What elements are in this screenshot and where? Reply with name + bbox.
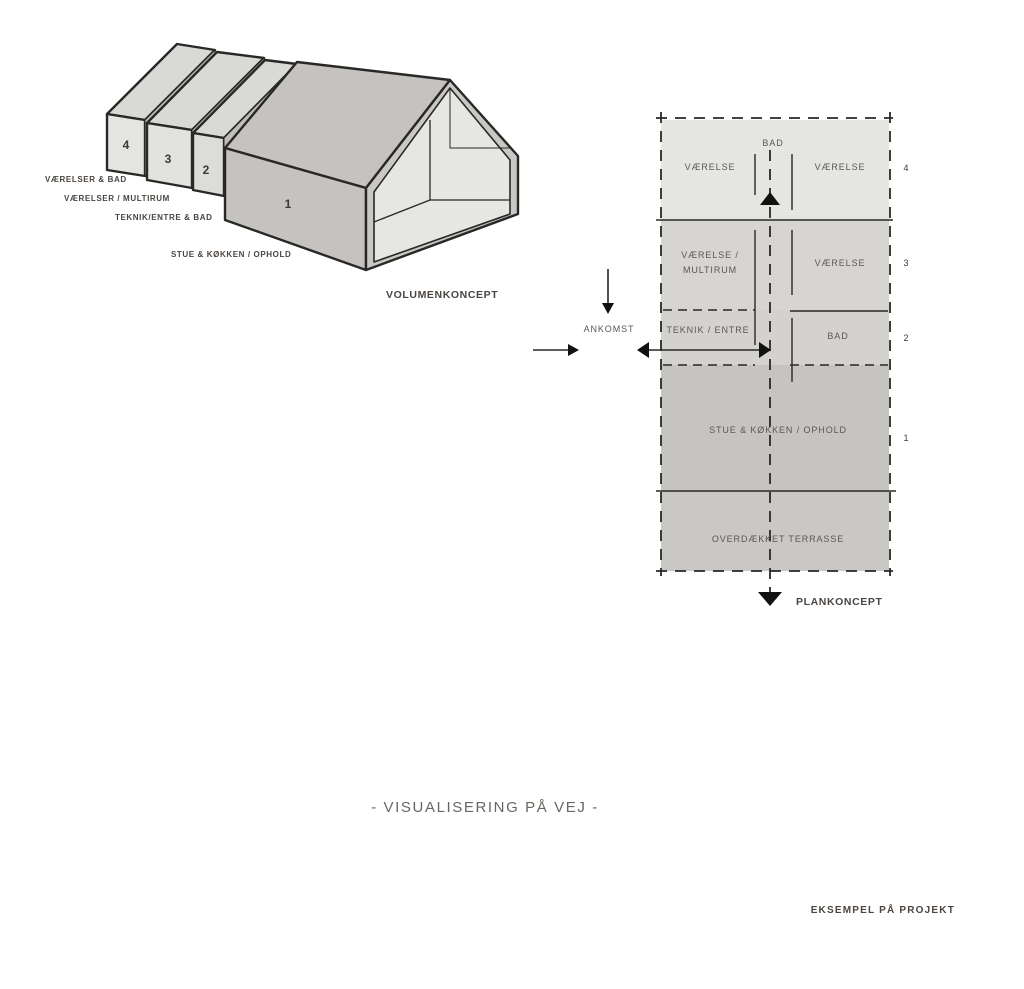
room-bad-top: BAD bbox=[762, 138, 784, 148]
module-3-number: 3 bbox=[164, 152, 172, 166]
zone-number-2: 2 bbox=[903, 333, 909, 343]
module-3-label: VÆRELSER / MULTIRUM bbox=[64, 194, 170, 203]
arrival-right-arrow-icon bbox=[568, 344, 579, 356]
volume-concept bbox=[107, 44, 518, 270]
room-bad-mid: BAD bbox=[827, 331, 849, 341]
arrival-label: ANKOMST bbox=[583, 324, 635, 334]
arrow-down-icon bbox=[758, 592, 782, 606]
module-2-label: TEKNIK/ENTRE & BAD bbox=[115, 213, 213, 222]
footer-label: EKSEMPEL PÅ PROJEKT bbox=[810, 905, 955, 916]
room-teknik: TEKNIK / ENTRE bbox=[666, 325, 750, 335]
module-1-label: STUE & KØKKEN / OPHOLD bbox=[171, 250, 292, 259]
module-4-label: VÆRELSER & BAD bbox=[45, 175, 127, 184]
module-1-number: 1 bbox=[284, 197, 292, 211]
arrival-down-arrow-icon bbox=[602, 303, 614, 314]
room-stue: STUE & KØKKEN / OPHOLD bbox=[709, 425, 847, 435]
terrace-fill bbox=[661, 491, 889, 571]
room-vaerelse-right: VÆRELSE bbox=[814, 162, 866, 172]
arrow-left-icon bbox=[637, 342, 649, 358]
zone-number-3: 3 bbox=[903, 258, 909, 268]
plan-title: PLANKONCEPT bbox=[796, 596, 883, 608]
zone-number-4: 4 bbox=[903, 163, 909, 173]
room-terrasse: OVERDÆKKET TERRASSE bbox=[711, 534, 845, 544]
room-multirum-line2: MULTIRUM bbox=[682, 265, 738, 275]
module-2-number: 2 bbox=[202, 163, 210, 177]
room-multirum-line1: VÆRELSE / bbox=[681, 250, 739, 260]
room-vaerelse-mid: VÆRELSE bbox=[814, 258, 866, 268]
zone-number-1: 1 bbox=[903, 433, 909, 443]
volume-title: VOLUMENKONCEPT bbox=[386, 289, 499, 301]
plan-concept bbox=[533, 112, 909, 608]
visualization-note: - VISUALISERING PÅ VEJ - bbox=[371, 799, 599, 816]
zone-2-fill bbox=[661, 310, 889, 365]
module-4-number: 4 bbox=[122, 138, 130, 152]
room-vaerelse-left: VÆRELSE bbox=[684, 162, 736, 172]
